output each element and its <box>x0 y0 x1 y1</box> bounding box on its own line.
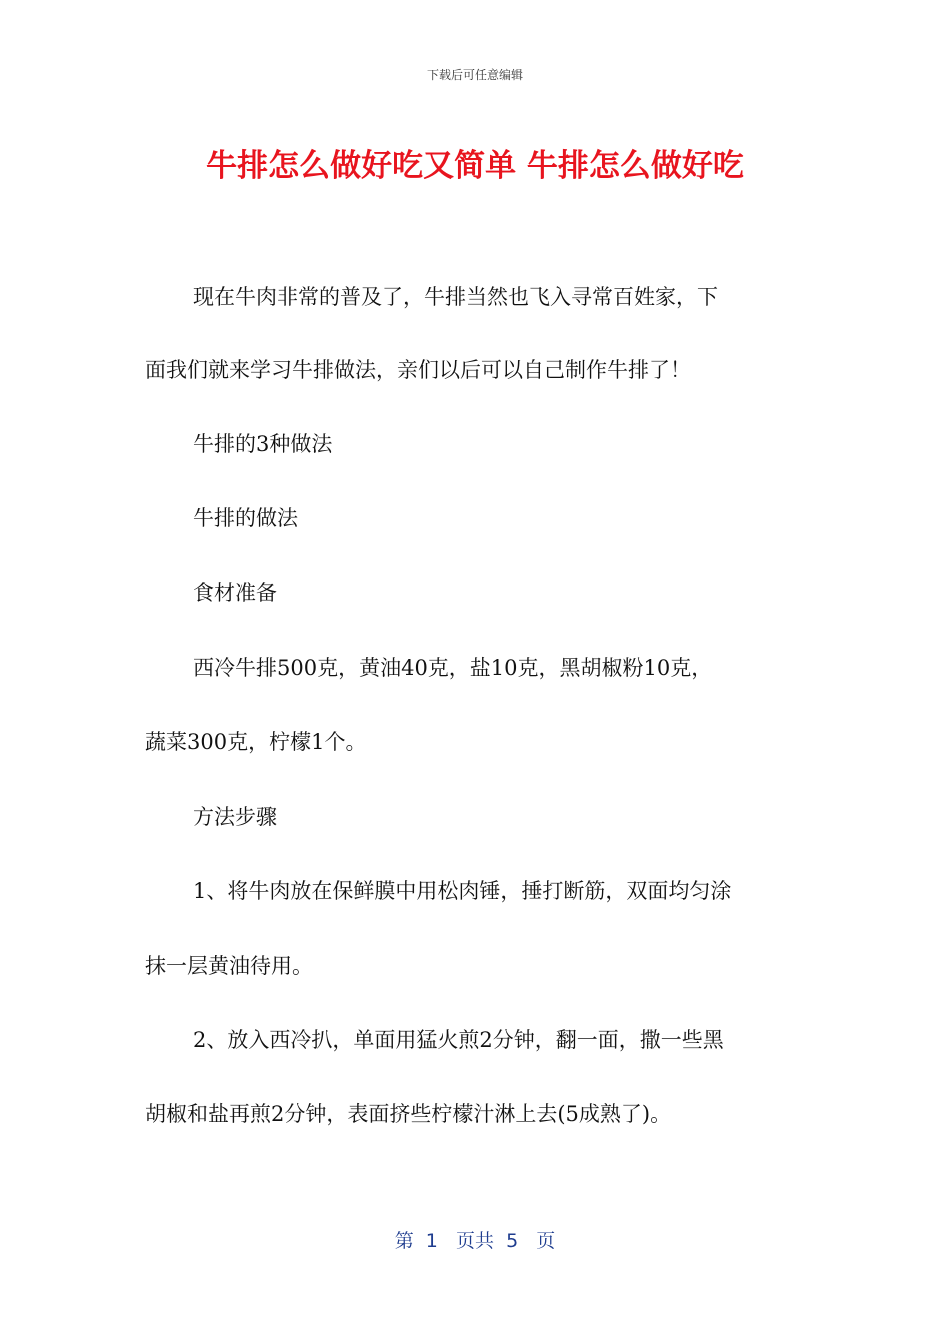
paragraph-4: 食材准备 <box>193 581 277 605</box>
paragraph-3: 牛排的做法 <box>193 506 298 530</box>
page-header: 下载后可任意编辑 <box>426 68 523 82</box>
paragraph-1-line-1: 现在牛肉非常的普及了，牛排当然也飞入寻常百姓家，下 <box>193 285 718 309</box>
paragraph-1-line-2: 面我们就来学习牛排做法，亲们以后可以自己制作牛排了！ <box>145 358 691 382</box>
document-title: 牛排怎么做好吃又简单 牛排怎么做好吃 <box>206 148 744 184</box>
paragraph-7-line-2: 抹一层黄油待用。 <box>145 954 313 978</box>
page-footer: 第 1 页共 5 页 <box>394 1230 556 1252</box>
paragraph-8-line-1: 2、放入西冷扒，单面用猛火煎2分钟，翻一面，撒一些黑 <box>193 1028 724 1052</box>
paragraph-5-line-1: 西冷牛排500克，黄油40克，盐10克，黑胡椒粉10克， <box>193 656 713 680</box>
paragraph-5-line-2: 蔬菜300克，柠檬1个。 <box>145 730 367 754</box>
paragraph-6: 方法步骤 <box>193 805 277 829</box>
paragraph-2: 牛排的3种做法 <box>193 432 333 456</box>
paragraph-8-line-2: 胡椒和盐再煎2分钟，表面挤些柠檬汁淋上去(5成熟了)。 <box>145 1102 672 1126</box>
paragraph-7-line-1: 1、将牛肉放在保鲜膜中用松肉锤，捶打断筋，双面均匀涂 <box>193 879 732 903</box>
